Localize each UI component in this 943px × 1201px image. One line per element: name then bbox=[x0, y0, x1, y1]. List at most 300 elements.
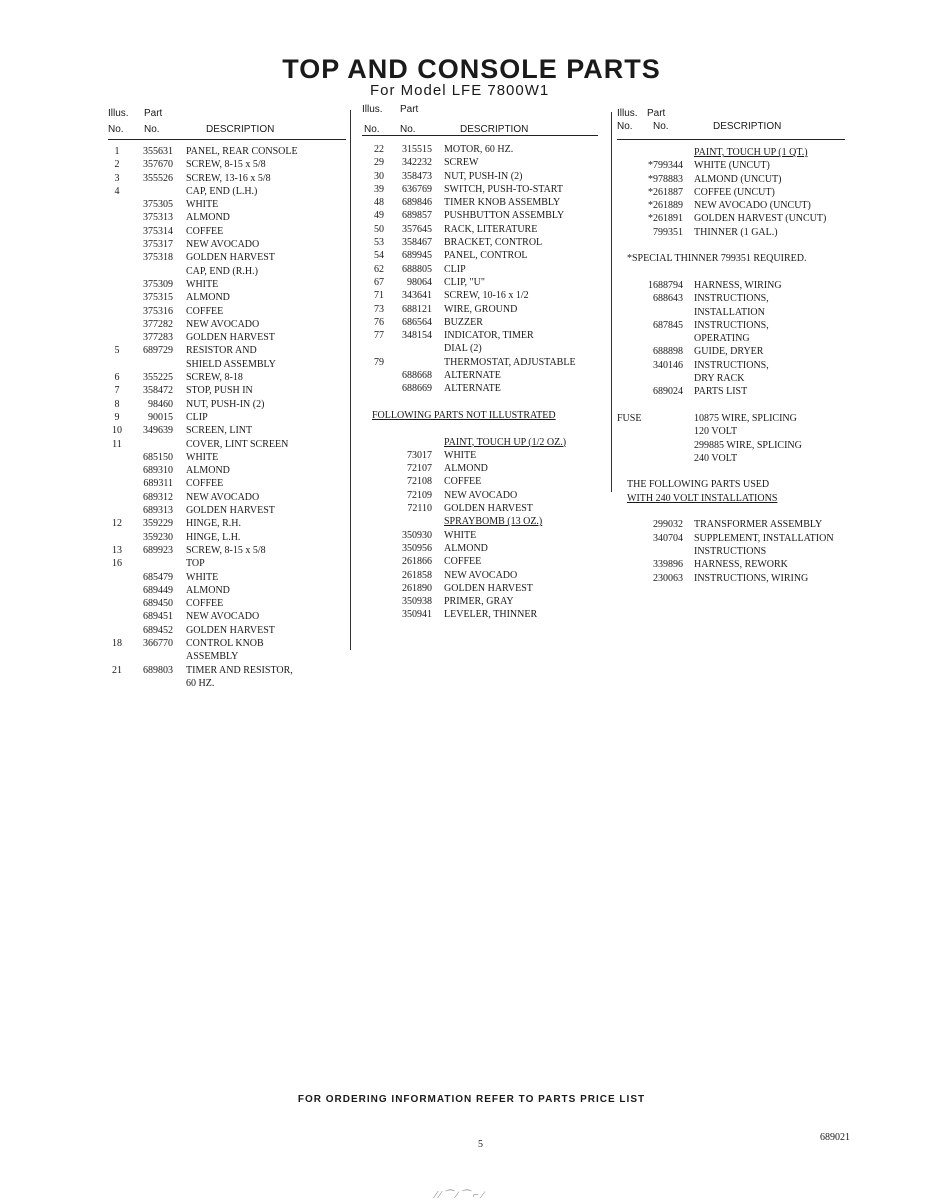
table-row bbox=[108, 424, 346, 437]
parts-rows bbox=[108, 145, 346, 690]
part-description: INSTRUCTIONS, WIRING bbox=[694, 572, 809, 584]
table-row bbox=[108, 544, 346, 557]
illus-number: 3 bbox=[114, 172, 120, 184]
part-description: HARNESS, REWORK bbox=[694, 559, 788, 571]
part-description: SPRAYBOMB (13 OZ.) bbox=[444, 516, 543, 528]
illus-label: Illus. bbox=[617, 108, 638, 119]
section-note: FOLLOWING PARTS NOT ILLUSTRATED bbox=[372, 409, 556, 421]
table-row bbox=[362, 183, 598, 196]
table-row bbox=[108, 557, 346, 570]
section-note: *SPECIAL THINNER 799351 REQUIRED. bbox=[627, 253, 807, 265]
part-number: 342232 bbox=[402, 157, 432, 169]
parts-column-2 bbox=[362, 104, 598, 622]
description-label: DESCRIPTION bbox=[206, 124, 275, 135]
ordering-footer: FOR ORDERING INFORMATION REFER TO PARTS PRICE LIST bbox=[297, 1094, 646, 1105]
part-description: NEW AVOCADO bbox=[444, 489, 518, 501]
table-row bbox=[362, 436, 598, 449]
column-divider bbox=[350, 110, 351, 650]
table-row bbox=[108, 637, 346, 650]
part-number: 375317 bbox=[143, 239, 173, 251]
table-row bbox=[108, 344, 346, 357]
part-description: NEW AVOCADO bbox=[186, 318, 260, 330]
part-description: TIMER AND RESISTOR, bbox=[186, 664, 293, 676]
table-row bbox=[617, 345, 862, 358]
table-row bbox=[617, 332, 862, 345]
part-number: 689857 bbox=[402, 210, 432, 222]
part-description: 120 VOLT bbox=[694, 426, 738, 438]
part-description: ASSEMBLY bbox=[186, 651, 239, 663]
part-description: HINGE, R.H. bbox=[186, 518, 241, 530]
part-description: SCREEN, LINT bbox=[186, 425, 253, 437]
table-row bbox=[362, 143, 598, 156]
table-row bbox=[362, 542, 598, 555]
illus-number: 11 bbox=[112, 438, 122, 450]
illus-number: 48 bbox=[374, 197, 384, 209]
table-row bbox=[362, 396, 598, 409]
table-row bbox=[617, 359, 862, 372]
table-row bbox=[617, 173, 862, 186]
illus-number: 1 bbox=[114, 146, 120, 157]
part-number: 688669 bbox=[402, 383, 432, 395]
part-description: ALMOND bbox=[186, 212, 230, 224]
part-description: ALMOND bbox=[444, 542, 488, 554]
illus-no-label: No. bbox=[617, 121, 633, 132]
part-description: COFFEE bbox=[186, 598, 224, 610]
part-number: 688643 bbox=[653, 293, 683, 305]
table-row bbox=[617, 385, 862, 398]
table-row bbox=[108, 371, 346, 384]
table-row bbox=[617, 532, 862, 545]
table-row bbox=[108, 438, 346, 451]
part-label: Part bbox=[400, 104, 419, 115]
part-description: 240 VOLT bbox=[694, 452, 738, 464]
table-row bbox=[362, 170, 598, 183]
illus-number: 79 bbox=[374, 356, 384, 368]
part-number: 355225 bbox=[143, 372, 173, 384]
page-number: 5 bbox=[478, 1139, 483, 1150]
table-row bbox=[108, 225, 346, 238]
table-row bbox=[362, 356, 598, 369]
part-description: MOTOR, 60 HZ. bbox=[444, 144, 514, 155]
table-row bbox=[362, 489, 598, 502]
part-description: SWITCH, PUSH-TO-START bbox=[444, 183, 563, 195]
part-description: HARNESS, WIRING bbox=[694, 279, 782, 291]
table-row bbox=[108, 185, 346, 198]
part-no-label: No. bbox=[144, 124, 160, 135]
part-description: PRIMER, GRAY bbox=[444, 596, 514, 608]
table-row bbox=[617, 425, 862, 438]
table-row bbox=[362, 608, 598, 621]
table-row bbox=[108, 650, 346, 663]
table-row bbox=[617, 372, 862, 385]
part-number: *261887 bbox=[648, 186, 683, 198]
part-description: NEW AVOCADO bbox=[186, 491, 260, 503]
part-description: ALTERNATE bbox=[444, 370, 501, 382]
table-row bbox=[362, 289, 598, 302]
illus-number: 76 bbox=[374, 316, 384, 328]
table-row bbox=[617, 558, 862, 571]
table-row bbox=[108, 211, 346, 224]
table-row bbox=[362, 569, 598, 582]
table-row bbox=[108, 145, 346, 158]
part-description: ALMOND (UNCUT) bbox=[694, 173, 782, 185]
part-number: 375315 bbox=[143, 292, 173, 304]
part-number: 350941 bbox=[402, 609, 432, 621]
part-number: 366770 bbox=[143, 637, 173, 649]
part-description: RACK, LITERATURE bbox=[444, 223, 538, 235]
part-number: 689729 bbox=[143, 345, 173, 357]
table-row bbox=[108, 158, 346, 171]
part-number: 90015 bbox=[148, 411, 173, 423]
part-number: 72107 bbox=[407, 463, 432, 475]
table-row bbox=[617, 212, 862, 225]
part-description: SUPPLEMENT, INSTALLATION bbox=[694, 532, 834, 544]
part-number: 261890 bbox=[402, 582, 432, 594]
table-row bbox=[617, 252, 862, 265]
section-note: THE FOLLOWING PARTS USED bbox=[627, 479, 770, 491]
part-description: HINGE, L.H. bbox=[186, 531, 241, 543]
part-description: 299885 WIRE, SPLICING bbox=[694, 439, 802, 451]
table-row bbox=[617, 226, 862, 239]
part-description: SCREW, 8-18 bbox=[186, 372, 243, 384]
illus-label: Illus. bbox=[362, 104, 383, 115]
part-number: 343641 bbox=[402, 290, 432, 302]
part-description: COFFEE bbox=[186, 225, 224, 237]
table-row bbox=[362, 316, 598, 329]
part-description: BRACKET, CONTROL bbox=[444, 237, 543, 249]
table-row bbox=[108, 411, 346, 424]
part-number: 689846 bbox=[402, 197, 432, 209]
part-description: PANEL, CONTROL bbox=[444, 250, 528, 262]
part-description: NEW AVOCADO (UNCUT) bbox=[694, 200, 811, 212]
illus-number: 21 bbox=[112, 664, 122, 676]
table-row bbox=[108, 517, 346, 530]
table-row bbox=[617, 505, 862, 518]
part-description: GOLDEN HARVEST (UNCUT) bbox=[694, 213, 827, 225]
part-description: WIRE, GROUND bbox=[444, 303, 518, 315]
table-row bbox=[362, 303, 598, 316]
table-row bbox=[362, 462, 598, 475]
part-description: GOLDEN HARVEST bbox=[444, 503, 533, 515]
part-description: GOLDEN HARVEST bbox=[186, 624, 275, 636]
part-number: 230063 bbox=[653, 572, 683, 584]
illus-number: 9 bbox=[114, 411, 120, 423]
part-description: 60 HZ. bbox=[186, 677, 215, 689]
table-row bbox=[362, 276, 598, 289]
part-number: 349639 bbox=[143, 425, 173, 437]
table-row bbox=[617, 452, 862, 465]
table-row bbox=[108, 358, 346, 371]
part-description: GOLDEN HARVEST bbox=[186, 505, 275, 517]
illus-number: 53 bbox=[374, 237, 384, 249]
table-row bbox=[617, 239, 862, 252]
part-description: INSTRUCTIONS, bbox=[694, 359, 769, 371]
part-no-label: No. bbox=[653, 121, 669, 132]
part-number: 689311 bbox=[143, 478, 173, 490]
part-description: CAP, END (R.H.) bbox=[186, 265, 258, 277]
part-description: NUT, PUSH-IN (2) bbox=[444, 170, 523, 182]
part-number: *799344 bbox=[648, 160, 683, 172]
part-description: CLIP, "U" bbox=[444, 276, 485, 288]
table-row bbox=[108, 491, 346, 504]
table-row bbox=[108, 305, 346, 318]
part-number: 350938 bbox=[402, 596, 432, 608]
part-description: GOLDEN HARVEST bbox=[186, 252, 275, 264]
part-description: COFFEE bbox=[444, 556, 482, 568]
part-number: 375314 bbox=[143, 225, 173, 237]
table-row bbox=[362, 223, 598, 236]
part-description: CAP, END (L.H.) bbox=[186, 185, 258, 197]
table-row bbox=[362, 196, 598, 209]
part-description: ALTERNATE bbox=[444, 383, 501, 395]
illus-number: 62 bbox=[374, 263, 384, 275]
part-description: GOLDEN HARVEST bbox=[444, 582, 533, 594]
part-number: 686564 bbox=[402, 316, 432, 328]
illus-number: 10 bbox=[112, 425, 122, 437]
part-number: 636769 bbox=[402, 183, 432, 195]
part-description: GUIDE, DRYER bbox=[694, 346, 764, 358]
table-row bbox=[617, 266, 862, 279]
table-row bbox=[108, 291, 346, 304]
part-number: 375313 bbox=[143, 212, 173, 224]
table-row bbox=[108, 278, 346, 291]
part-description: DRY RACK bbox=[694, 373, 745, 385]
table-row bbox=[362, 236, 598, 249]
illus-number: 13 bbox=[112, 544, 122, 556]
illus-no-label: No. bbox=[364, 124, 380, 135]
part-description: COFFEE (UNCUT) bbox=[694, 186, 775, 198]
part-number: 689310 bbox=[143, 465, 173, 477]
part-description: CONTROL KNOB bbox=[186, 637, 264, 649]
table-row bbox=[617, 319, 862, 332]
part-number: 375309 bbox=[143, 278, 173, 290]
table-row bbox=[108, 664, 346, 677]
table-row bbox=[362, 249, 598, 262]
part-description: WHITE bbox=[186, 451, 219, 463]
parts-column-3 bbox=[617, 108, 862, 585]
table-row bbox=[617, 279, 862, 292]
illus-number: 54 bbox=[374, 250, 384, 262]
document-number: 689021 bbox=[820, 1132, 850, 1143]
part-number: 339896 bbox=[653, 559, 683, 571]
table-row bbox=[617, 186, 862, 199]
part-description: PANEL, REAR CONSOLE bbox=[186, 146, 298, 157]
part-number: 685150 bbox=[143, 451, 173, 463]
part-number: 689803 bbox=[143, 664, 173, 676]
table-row bbox=[617, 399, 862, 412]
description-label: DESCRIPTION bbox=[713, 121, 782, 132]
part-number: 72108 bbox=[407, 476, 432, 488]
part-description: NEW AVOCADO bbox=[444, 569, 518, 581]
table-row bbox=[362, 515, 598, 528]
table-row bbox=[617, 439, 862, 452]
part-number: 72109 bbox=[407, 489, 432, 501]
part-number: 355631 bbox=[143, 146, 173, 157]
part-description: SHIELD ASSEMBLY bbox=[186, 358, 276, 370]
part-number: *261889 bbox=[648, 200, 683, 212]
part-description: SCREW, 13-16 x 5/8 bbox=[186, 172, 271, 184]
part-description: TIMER KNOB ASSEMBLY bbox=[444, 197, 561, 209]
table-row bbox=[617, 518, 862, 531]
illus-number: 77 bbox=[374, 330, 384, 342]
table-row bbox=[108, 265, 346, 278]
illus-number: 2 bbox=[114, 159, 120, 171]
part-description: RESISTOR AND bbox=[186, 345, 257, 357]
part-description: GOLDEN HARVEST bbox=[186, 332, 275, 344]
illus-number: 30 bbox=[374, 170, 384, 182]
table-row bbox=[108, 238, 346, 251]
table-row bbox=[617, 146, 862, 159]
part-description: CLIP bbox=[186, 411, 208, 423]
illus-number: 71 bbox=[374, 290, 384, 302]
column-header bbox=[362, 104, 598, 136]
table-row bbox=[617, 159, 862, 172]
table-row bbox=[362, 369, 598, 382]
part-number: 72110 bbox=[407, 503, 432, 515]
parts-rows bbox=[617, 146, 862, 585]
illus-number: 16 bbox=[112, 558, 122, 570]
parts-column-1 bbox=[108, 108, 346, 690]
part-description: INSTRUCTIONS bbox=[694, 545, 767, 557]
part-description: SCREW bbox=[444, 157, 479, 169]
part-description: PARTS LIST bbox=[694, 386, 748, 398]
table-row bbox=[108, 677, 346, 690]
part-number: 357670 bbox=[143, 159, 173, 171]
illus-number: 50 bbox=[374, 223, 384, 235]
part-number: 1688794 bbox=[648, 279, 683, 291]
part-description: COFFEE bbox=[186, 305, 224, 317]
table-row bbox=[617, 292, 862, 305]
part-number: 689450 bbox=[143, 598, 173, 610]
part-number: 261866 bbox=[402, 556, 432, 568]
part-description: COFFEE bbox=[444, 476, 482, 488]
part-description: PAINT, TOUCH UP (1/2 OZ.) bbox=[444, 436, 567, 448]
part-number: 340146 bbox=[653, 359, 683, 371]
part-description: COVER, LINT SCREEN bbox=[186, 438, 289, 450]
part-description: COFFEE bbox=[186, 478, 224, 490]
table-row bbox=[362, 409, 598, 422]
illus-number: 8 bbox=[114, 398, 120, 410]
part-description: INSTRUCTIONS, bbox=[694, 319, 769, 331]
part-description: WHITE bbox=[186, 571, 219, 583]
column-header bbox=[617, 108, 845, 140]
part-number: 358472 bbox=[143, 385, 173, 397]
table-row bbox=[617, 492, 862, 505]
illus-number: 12 bbox=[112, 518, 122, 530]
part-description: WHITE bbox=[444, 529, 477, 541]
part-description: BUZZER bbox=[444, 316, 483, 328]
part-number: 98460 bbox=[148, 398, 173, 410]
table-row bbox=[362, 422, 598, 435]
part-number: 377283 bbox=[143, 332, 173, 344]
part-description: NEW AVOCADO bbox=[186, 239, 260, 251]
part-description: SCREW, 8-15 x 5/8 bbox=[186, 544, 266, 556]
illus-number: 7 bbox=[114, 385, 120, 397]
part-number: 355526 bbox=[143, 172, 173, 184]
table-row bbox=[362, 382, 598, 395]
part-description: SCREW, 10-16 x 1/2 bbox=[444, 290, 529, 302]
part-description: NEW AVOCADO bbox=[186, 611, 260, 623]
table-row bbox=[617, 199, 862, 212]
part-number: 689945 bbox=[402, 250, 432, 262]
part-description: LEVELER, THINNER bbox=[444, 609, 538, 621]
part-number: 799351 bbox=[653, 226, 683, 238]
part-number: 688121 bbox=[402, 303, 432, 315]
part-number: 688898 bbox=[653, 346, 683, 358]
table-row bbox=[362, 342, 598, 355]
illus-number: 49 bbox=[374, 210, 384, 222]
part-description: DIAL (2) bbox=[444, 343, 482, 355]
table-row bbox=[617, 306, 862, 319]
table-row bbox=[108, 318, 346, 331]
illus-number: 29 bbox=[374, 157, 384, 169]
illus-number: 73 bbox=[374, 303, 384, 315]
table-row bbox=[108, 477, 346, 490]
part-description: INSTALLATION bbox=[694, 306, 765, 318]
table-row bbox=[108, 198, 346, 211]
part-description: INSTRUCTIONS, bbox=[694, 293, 769, 305]
table-row bbox=[362, 475, 598, 488]
parts-rows bbox=[362, 143, 598, 622]
illus-number: 67 bbox=[374, 276, 384, 288]
table-row bbox=[108, 398, 346, 411]
part-number: 348154 bbox=[402, 330, 432, 342]
part-description: ALMOND bbox=[444, 463, 488, 475]
part-description: TRANSFORMER ASSEMBLY bbox=[694, 519, 823, 531]
table-row bbox=[362, 595, 598, 608]
section-note: WITH 240 VOLT INSTALLATIONS bbox=[627, 492, 778, 504]
part-number: *261891 bbox=[648, 213, 683, 225]
part-number: 375318 bbox=[143, 252, 173, 264]
column-divider bbox=[611, 112, 612, 492]
part-number: 98064 bbox=[407, 276, 432, 288]
part-number: 375316 bbox=[143, 305, 173, 317]
table-row bbox=[617, 478, 862, 491]
part-number: 689313 bbox=[143, 505, 173, 517]
part-number: 261858 bbox=[402, 569, 432, 581]
part-label: Part bbox=[144, 108, 163, 119]
table-row bbox=[362, 449, 598, 462]
part-no-label: No. bbox=[400, 124, 416, 135]
part-number: 340704 bbox=[653, 532, 683, 544]
part-description: WHITE (UNCUT) bbox=[694, 160, 770, 172]
table-row bbox=[617, 572, 862, 585]
table-row bbox=[362, 582, 598, 595]
model-subtitle: For Model LFE 7800W1 bbox=[370, 82, 550, 99]
part-description: NUT, PUSH-IN (2) bbox=[186, 398, 265, 410]
part-description: THINNER (1 GAL.) bbox=[694, 226, 778, 238]
part-number: 299032 bbox=[653, 519, 683, 531]
part-description: THERMOSTAT, ADJUSTABLE bbox=[444, 356, 576, 368]
part-number: *978883 bbox=[648, 173, 683, 185]
part-description: OPERATING bbox=[694, 333, 750, 345]
table-row bbox=[362, 263, 598, 276]
part-description: ALMOND bbox=[186, 584, 230, 596]
part-number: 689024 bbox=[653, 386, 683, 398]
part-number: 315515 bbox=[402, 144, 432, 155]
part-description: WHITE bbox=[444, 449, 477, 461]
table-row bbox=[617, 545, 862, 558]
part-number: 689452 bbox=[143, 624, 173, 636]
illus-number: 4 bbox=[114, 185, 120, 197]
part-description: PAINT, TOUCH UP (1 QT.) bbox=[694, 147, 808, 158]
illus-number: FUSE bbox=[617, 412, 642, 424]
part-number: 375305 bbox=[143, 199, 173, 211]
table-row bbox=[108, 251, 346, 264]
table-row bbox=[108, 610, 346, 623]
part-label: Part bbox=[647, 108, 666, 119]
illus-number: 39 bbox=[374, 183, 384, 195]
